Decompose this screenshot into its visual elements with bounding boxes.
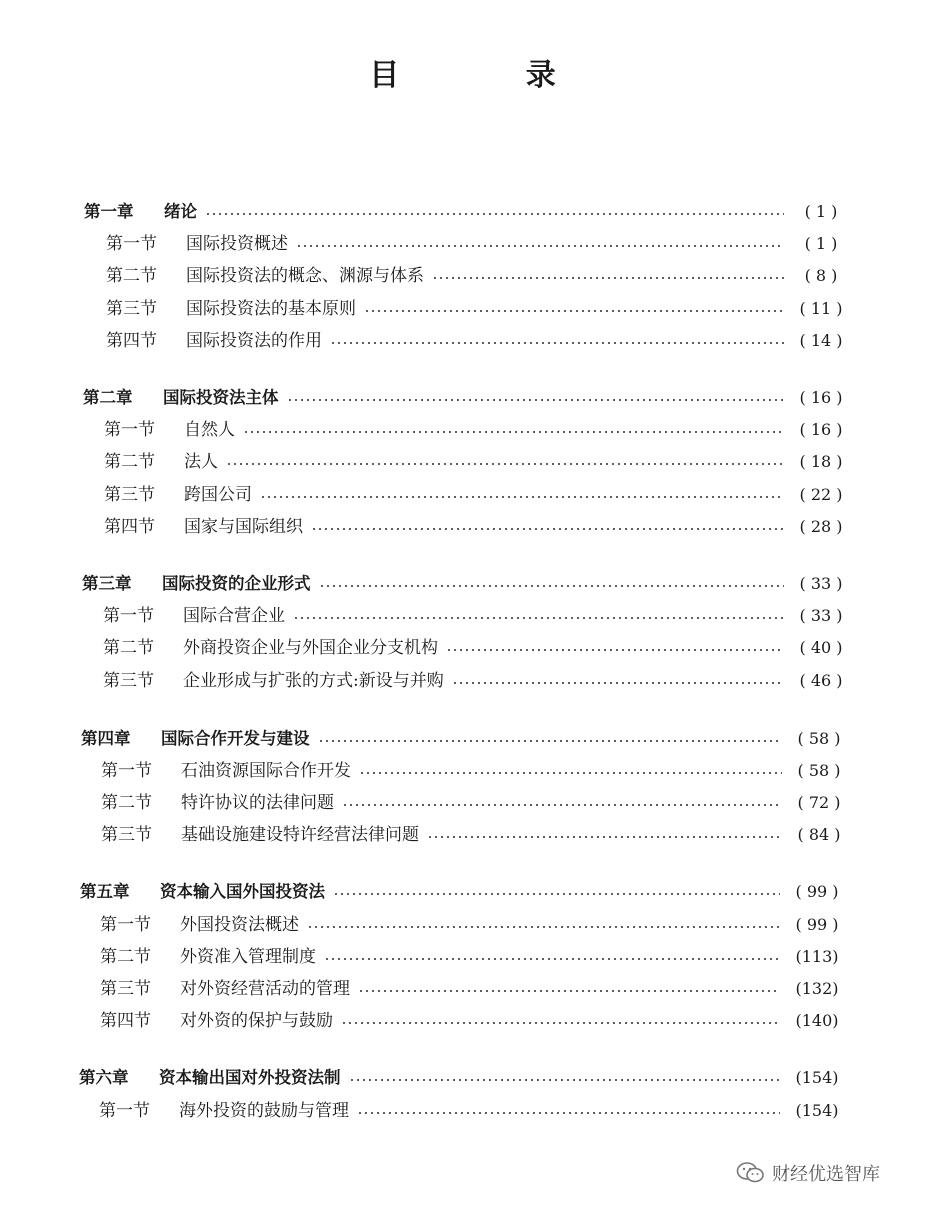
page-title: 目 录 [369, 58, 614, 93]
toc-entry-number: 第四节 [100, 1011, 151, 1032]
toc-entry-label [101, 819, 419, 851]
toc-entry-number: 第三节 [103, 670, 154, 691]
toc-section-entry [104, 446, 850, 478]
toc-entry-label [104, 479, 252, 511]
dot-leader [358, 990, 780, 992]
toc-section-entry [104, 479, 850, 511]
toc-chapter-entry [80, 876, 846, 908]
table-of-contents [0, 196, 925, 1152]
toc-section-entry [100, 941, 846, 973]
toc-section-entry [106, 293, 850, 325]
dot-leader [357, 1112, 780, 1114]
toc-entry-title: 国际投资法主体 [163, 388, 279, 408]
dot-leader [205, 213, 784, 215]
toc-page-number: ( 33 ) [799, 573, 843, 593]
watermark [736, 1160, 880, 1186]
toc-section-entry [100, 973, 846, 1005]
toc-page-number: ( 72 ) [797, 793, 841, 813]
toc-entry-label [82, 568, 311, 600]
toc-entry-number: 第一节 [101, 760, 152, 781]
dot-leader [452, 682, 784, 684]
dot-leader [330, 342, 784, 344]
toc-section-entry [106, 325, 850, 357]
toc-page-number: ( 18 ) [799, 452, 843, 472]
toc-entry-title: 国际合营企业 [183, 606, 285, 627]
toc-page-number: (154) [795, 1068, 839, 1088]
toc-chapter-entry [82, 568, 850, 600]
toc-page-number: ( 58 ) [797, 728, 841, 748]
toc-entry-number: 第六章 [79, 1068, 129, 1088]
toc-entry-title: 基础设施建设特许经营法律问题 [181, 825, 419, 846]
dot-leader [341, 1022, 780, 1024]
toc-entry-label [106, 260, 424, 292]
toc-entry-label [100, 1005, 333, 1037]
toc-page-number: ( 1 ) [804, 234, 838, 254]
toc-entry-title: 特许协议的法律问题 [181, 793, 334, 814]
toc-entry-title: 国际投资法的作用 [186, 330, 322, 351]
dot-leader [324, 958, 780, 960]
toc-entry-label [106, 293, 356, 325]
toc-entry-label [100, 973, 350, 1005]
toc-page-number: ( 99 ) [795, 914, 839, 934]
toc-entry-title: 国际合作开发与建设 [161, 728, 310, 748]
toc-entry-title: 石油资源国际合作开发 [181, 760, 351, 781]
toc-entry-label [83, 382, 279, 414]
toc-entry-title: 资本输入国外国投资法 [160, 882, 325, 902]
toc-entry-label [103, 665, 444, 697]
toc-entry-title: 外国投资法概述 [180, 914, 299, 935]
toc-page-number: ( 28 ) [799, 516, 843, 536]
toc-chapter-block [0, 382, 925, 543]
toc-entry-number: 第二节 [100, 946, 151, 967]
dot-leader [446, 649, 784, 651]
toc-page-number: ( 58 ) [797, 760, 841, 780]
toc-page-number: ( 16 ) [799, 388, 843, 408]
toc-page-number: ( 11 ) [799, 298, 843, 318]
toc-entry-number: 第三节 [104, 484, 155, 505]
toc-entry-title: 对外资经营活动的管理 [180, 979, 350, 1000]
toc-entry-title: 外资准入管理制度 [180, 946, 316, 967]
dot-leader [260, 496, 784, 498]
toc-section-entry [99, 1095, 846, 1127]
toc-entry-number: 第二节 [103, 638, 154, 659]
toc-entry-title: 自然人 [184, 420, 235, 441]
toc-entry-title: 绪论 [164, 202, 197, 222]
toc-entry-label [99, 1095, 349, 1127]
toc-chapter-entry [81, 723, 848, 755]
toc-entry-title: 外商投资企业与外国企业分支机构 [183, 638, 438, 659]
toc-entry-title: 跨国公司 [184, 484, 252, 505]
toc-entry-title: 对外资的保护与鼓励 [180, 1011, 333, 1032]
toc-entry-label [106, 325, 322, 357]
toc-page-number: (132) [795, 979, 839, 999]
dot-leader [364, 310, 784, 312]
toc-chapter-block [0, 1062, 925, 1126]
toc-page-number: (113) [795, 946, 839, 966]
dot-leader [427, 836, 782, 838]
dot-leader [243, 431, 784, 433]
toc-entry-title: 法人 [184, 452, 218, 473]
toc-section-entry [104, 511, 850, 543]
toc-entry-number: 第二节 [104, 452, 155, 473]
toc-entry-number: 第一章 [84, 202, 134, 222]
dot-leader [307, 926, 780, 928]
toc-entry-number: 第二章 [83, 388, 133, 408]
watermark-text: 财经优选智库 [772, 1164, 880, 1185]
toc-section-entry [101, 819, 848, 851]
toc-entry-label [104, 446, 218, 478]
toc-chapter-block [0, 876, 925, 1037]
toc-chapter-entry [84, 196, 850, 228]
dot-leader [296, 245, 784, 247]
dot-leader [318, 740, 783, 742]
toc-page-number: (154) [795, 1100, 839, 1120]
toc-entry-label [100, 941, 316, 973]
dot-leader [333, 893, 780, 895]
toc-page-number: ( 99 ) [795, 882, 839, 902]
toc-section-entry [101, 787, 848, 819]
dot-leader [349, 1079, 781, 1081]
toc-chapter-entry [83, 382, 850, 414]
toc-entry-label [79, 1062, 341, 1094]
toc-entry-number: 第四章 [81, 728, 131, 748]
toc-chapter-entry [79, 1062, 846, 1094]
wechat-icon [736, 1161, 766, 1185]
toc-entry-number: 第一节 [99, 1100, 150, 1121]
toc-entry-title: 国家与国际组织 [184, 516, 303, 537]
toc-section-entry [103, 664, 850, 696]
toc-section-entry [100, 1005, 846, 1037]
toc-entry-label [101, 755, 351, 787]
toc-entry-number: 第三章 [82, 573, 132, 593]
toc-entry-number: 第三节 [101, 825, 152, 846]
dot-leader [342, 804, 782, 806]
toc-entry-number: 第二节 [101, 793, 152, 814]
toc-section-entry [106, 260, 850, 292]
dot-leader [287, 399, 785, 401]
toc-page-number: ( 16 ) [799, 420, 843, 440]
toc-page-number: ( 22 ) [799, 484, 843, 504]
toc-page-number: (140) [795, 1011, 839, 1031]
toc-section-entry [106, 228, 850, 260]
toc-entry-number: 第一节 [104, 420, 155, 441]
toc-entry-label [103, 632, 438, 664]
toc-entry-title: 国际投资法的概念、渊源与体系 [186, 266, 424, 287]
toc-entry-title: 资本输出国对外投资法制 [159, 1068, 341, 1088]
toc-entry-label [104, 414, 235, 446]
dot-leader [311, 528, 784, 530]
toc-entry-label [84, 196, 197, 228]
toc-entry-number: 第四节 [106, 330, 157, 351]
toc-page-number: ( 40 ) [799, 638, 843, 658]
toc-chapter-block [0, 723, 925, 852]
toc-section-entry [101, 755, 848, 787]
toc-entry-number: 第一节 [106, 234, 157, 255]
toc-chapter-block [0, 196, 925, 357]
toc-entry-number: 第五章 [80, 882, 130, 902]
toc-entry-label [80, 876, 325, 908]
toc-entry-label [81, 723, 310, 755]
toc-section-entry [103, 600, 850, 632]
toc-section-entry [104, 414, 850, 446]
toc-entry-number: 第三节 [100, 979, 151, 1000]
toc-page-number: ( 33 ) [799, 606, 843, 626]
toc-entry-number: 第三节 [106, 298, 157, 319]
dot-leader [226, 463, 784, 465]
toc-entry-number: 第四节 [104, 516, 155, 537]
toc-entry-label [106, 228, 288, 260]
toc-entry-number: 第一节 [103, 606, 154, 627]
toc-entry-title: 国际投资的企业形式 [162, 573, 311, 593]
dot-leader [293, 617, 784, 619]
toc-entry-title: 国际投资法的基本原则 [186, 298, 356, 319]
toc-entry-label [104, 511, 303, 543]
toc-entry-title: 企业形成与扩张的方式:新设与并购 [183, 670, 444, 691]
dot-leader [319, 585, 785, 587]
toc-entry-label [101, 787, 334, 819]
toc-entry-label [103, 600, 285, 632]
toc-section-entry [103, 632, 850, 664]
toc-entry-number: 第二节 [106, 266, 157, 287]
toc-entry-number: 第一节 [100, 914, 151, 935]
toc-section-entry [100, 909, 846, 941]
toc-entry-label [100, 909, 299, 941]
toc-page-number: ( 84 ) [797, 825, 841, 845]
toc-entry-title: 海外投资的鼓励与管理 [179, 1100, 349, 1121]
toc-page-number: ( 1 ) [804, 202, 838, 222]
toc-page-number: ( 8 ) [804, 266, 838, 286]
toc-entry-title: 国际投资概述 [186, 234, 288, 255]
dot-leader [359, 772, 782, 774]
toc-page-number: ( 46 ) [799, 670, 843, 690]
dot-leader [432, 277, 784, 279]
toc-page-number: ( 14 ) [799, 330, 843, 350]
toc-chapter-block [0, 568, 925, 697]
